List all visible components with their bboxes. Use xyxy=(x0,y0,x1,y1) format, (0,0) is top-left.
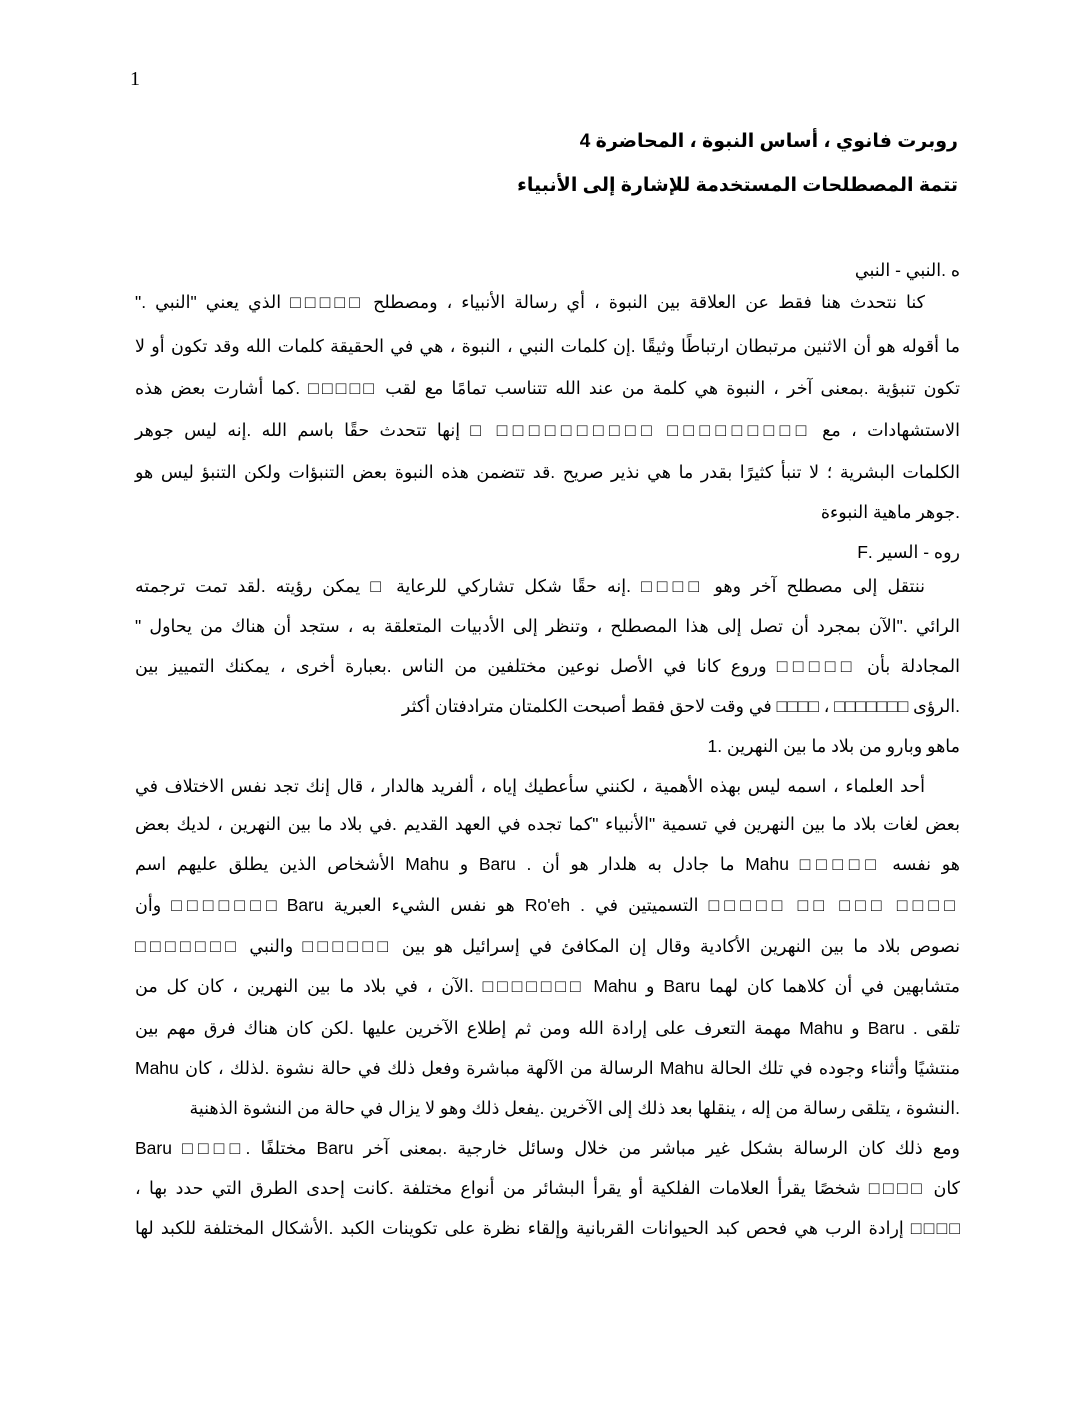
text-line: تكون تنبؤية .بمعنى آخر ، النبوة هي كلمة من عند الله تتناسب تمامًا مع لقب □□□□□ .كما أشارت بعض هذه xyxy=(135,378,960,398)
text-line: □□□□ إرادة الرب هي فحص كبد الحيوانات القربانية وإلقاء نظرة على تكوينات الكبد .الأشكال المختلفة للكبد لها xyxy=(135,1218,960,1238)
page-number: 1 xyxy=(130,68,140,90)
text-line: كنا نتحدث هنا فقط عن العلاقة بين النبوة ، أي رسالة الأنبياء ، ومصطلح □□□□□ الذي يعني "النبي ." xyxy=(135,292,925,312)
text-line: ماهو وبارو من بلاد ما بين النهرين .1 xyxy=(707,736,960,756)
text-line: تلقى . Baru و Mahu مهمة التعرف على إرادة الله ومن ثم إطلاع الآخرين عليها .لكن كان هناك فرق مهم بين xyxy=(135,1018,960,1038)
text-line: ومع ذلك كان الرسالة بشكل غير مباشر من خلال وسائل خارجية .بمعنى آخر Baru مختلفًا .□□□□ Baru xyxy=(135,1138,960,1158)
text-line: ننتقل إلى مصطلح آخر وهو □□□□ .إنه حقًا شكل تشاركي للرعاية □ يمكن رؤيته .لقد تمت ترجمته xyxy=(135,576,925,596)
text-line: .جوهر ماهية النبوءة xyxy=(820,502,960,522)
text-line: .الرؤى □□□□□□□ ، □□□□ في وقت لاحق فقط أصبحت الكلمتان مترادفتان أكثر xyxy=(401,696,960,716)
text-line: نصوص بلاد ما بين النهرين الأكادية وقال إن المكافئ في إسرائيل هو بين □□□□□□ والنبي □□□□□□□ xyxy=(135,936,960,956)
text-line: ه .النبي - النبي xyxy=(854,260,960,280)
text-line: هو نفسه □□□□□ Mahu ما جادل به هلدار هو أن . Baru و Mahu الأشخاص الذين يطلق عليهم اسم xyxy=(135,854,960,874)
text-line: ما أقوله هو أن الاثنين مرتبطان ارتباطًا وثيقًا .إن كلمات النبي ، النبوة ، هي في الحقيقة كلمات الله وقد تكون أو لا xyxy=(135,336,960,356)
text-line: أحد العلماء ، اسمه ليس بهذه الأهمية ، لكنني سأعطيك إياه ، ألفريد هالدار ، قال إنك تجد نفس الاختلاف في xyxy=(135,776,925,796)
section-title: تتمة المصطلحات المستخدمة للإشارة إلى الأنبياء xyxy=(517,175,958,196)
text-line: منتشيًا وأثناء وجوده في تلك الحالة Mahu الرسالة من الآلهة مباشرة وفعل ذلك في حالة نشوة .لذلك ، كان Mahu xyxy=(135,1058,961,1078)
text-line: الرائي ."الآن بمجرد أن تصل إلى هذا المصطلح ، وتنظر إلى الأدبيات المتعلقة به ، ستجد أن هناك من يحاول " xyxy=(135,616,960,636)
text-line: .النشوة ، يتلقى رسالة من إله ، ينقلها بعد ذلك إلى الآخرين .يفعل ذلك وهو لا يزال في حالة من النشوة الذهنية xyxy=(189,1098,960,1118)
text-line: متشابهين في أن كلاهما كان لهما Baru و Mahu □□□□□□□ .الآن ، في بلاد ما بين النهرين ، كان كل من xyxy=(135,976,960,996)
text-line: الاستشهادات ، مع □□□□□□□□□ □□□□□□□□□□ □ إنها تتحدث حقًا باسم الله .إنه ليس جوهر xyxy=(135,420,960,440)
text-line: المجادلة بأن □□□□□ وروع كانا في الأصل نوعين مختلفين من الناس .بعبارة أخرى ، يمكنك التمييز بين xyxy=(135,656,960,676)
text-line: روه - السير .F xyxy=(857,542,960,562)
text-line: □□□□ □□□ □□ □□□□□ التسميتين في . Ro'eh هو نفس الشيء العبرية Baru □□□□□□□ وأن xyxy=(135,895,961,915)
text-line: بعض لغات بلاد ما بين النهرين في تسمية "الأنبياء "كما تجده في العهد القديم .في بلاد ما بين النهرين ، لديك بعض xyxy=(135,814,960,834)
text-line: كان □□□□ شخصًا يقرأ العلامات الفلكية أو يقرأ البشائر من أنواع مختلفة .كانت إحدى الطرق التي حدد بها ، xyxy=(135,1178,960,1198)
text-line: الكلمات البشرية ؛ لا تنبأ كثيرًا بقدر ما هي نذير صريح .قد تتضمن هذه النبوة بعض التنبؤات ولكن التنبؤ ليس هو xyxy=(135,462,960,482)
lecture-title: روبرت فانوي ، أساس النبوة ، المحاضرة 4 xyxy=(579,131,958,152)
